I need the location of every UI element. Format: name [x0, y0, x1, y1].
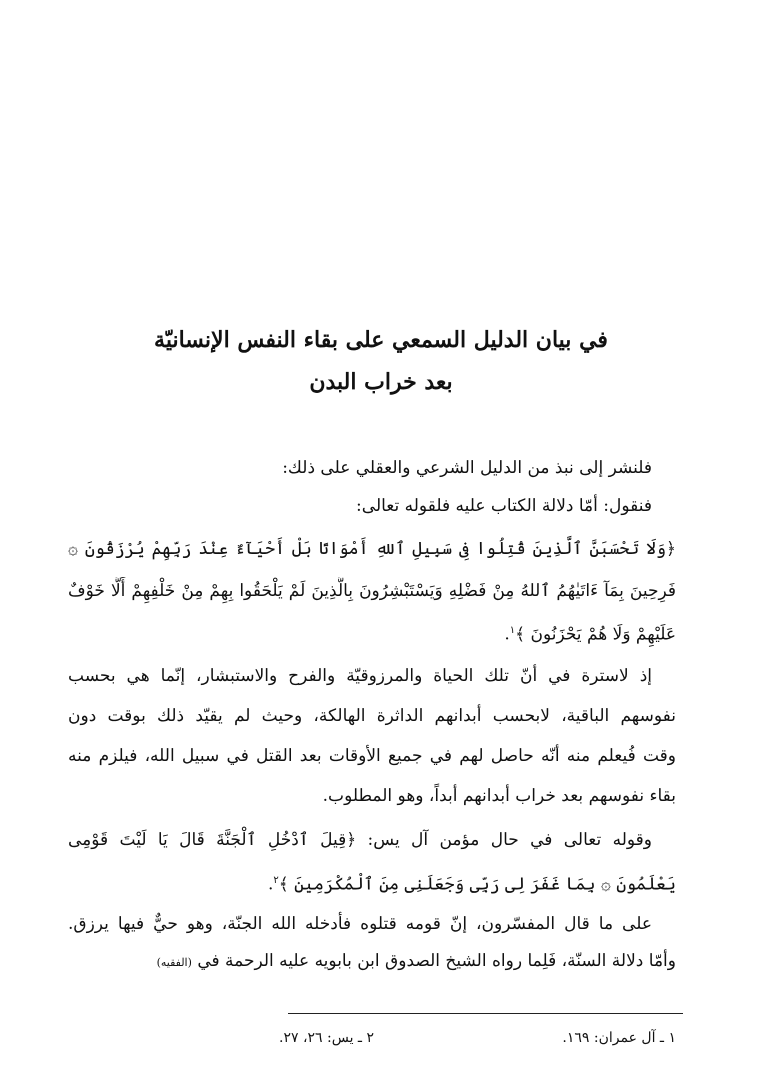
footnote-divider	[288, 1013, 683, 1014]
quran-verse-line: عَلَيْهِمْ وَلَا هُمْ يَحْزَنُونَ ﴾$^١$.	[504, 624, 676, 645]
paragraph-line: فلنشر إلى نبذ من الدليل الشرعي والعقلي على ذلك:	[282, 458, 652, 478]
quran-verse-line: فَرِحِينَ بِمَآ ءَاتَيٰهُمُ ٱللهُ مِنْ فَضْلِهِ وَيَسْتَبْشِرُونَ بِالَّذِينَ لَمْ يَلْحَقُوا بِهِمْ مِنْ خَلْفِهِمْ أَلَّا خَوْفٌ	[68, 581, 676, 601]
chapter-title-line-2: بعد خراب البدن	[309, 369, 453, 395]
paragraph-line	[68, 947, 676, 977]
quran-verse-line: يَعْلَمُونَ ۞ بِمَا غَفَرَ لِى رَبِّى وَجَعَلَنِى مِنَ ٱلْمُكْرَمِينَ ﴾$^٢$.	[267, 874, 676, 895]
footnote-ref-2: ٢	[273, 875, 279, 886]
paragraph-line: وقت فُيعلم منه أنّه حاصل لهم في جميع الأوقات بعد القتل في سبيل الله، فيلزم منه	[68, 746, 676, 766]
paragraph-line: إذ لاسترة في أنّ تلك الحياة والمرزوقيّة والفرح والاستبشار، إنّما هي بحسب	[68, 666, 652, 686]
quran-verse-text: يَعْلَمُونَ ۞ بِمَا غَفَرَ لِى رَبِّى وَجَعَلَنِى مِنَ ٱلْمُكْرَمِينَ ﴾	[278, 874, 676, 895]
paragraph-line: فنقول: أمّا دلالة الكتاب عليه فلقوله تعالى:	[356, 496, 652, 516]
quran-verse-line: ﴿وَلَا تَحْسَبَنَّ ٱلَّذِينَ قُتِلُوا فِى سَبِيلِ ٱللهِ أَمْوَاتًا بَلْ أَحْيَآءٌ عِنْدَ رَبِّهِمْ يُرْزَقُونَ ۞	[68, 539, 676, 559]
paragraph-line: على ما قال المفسّرون، إنّ قومه قتلوه فأدخله الله الجنّة، وهو حيٌّ فيها يرزق.	[68, 914, 652, 934]
footnote-ref-1: ١	[509, 625, 516, 636]
book-ref-faqih: (الفقيه)	[156, 956, 192, 969]
quran-verse-text: عَلَيْهِمْ وَلَا هُمْ يَحْزَنُونَ ﴾	[515, 624, 676, 645]
paragraph-line: وقوله تعالى في حال مؤمن آل يس: ﴿قِيلَ ٱدْخُلِ ٱلْجَنَّةَ قَالَ يَا لَيْتَ قَوْمِى	[68, 830, 652, 850]
chapter-title-line-1: في بيان الدليل السمعي على بقاء النفس الإنسانيّة	[154, 327, 608, 353]
footnote-1: ١ ـ آل عمران: ١٦٩.	[562, 1030, 676, 1046]
paragraph-line: بقاء نفوسهم بعد خراب أبدانهم أبداً، وهو المطلوب.	[322, 786, 676, 806]
paragraph-text: وأمّا دلالة السنّة، فَلِما رواه الشيخ الصدوق ابن بابويه عليه الرحمة في	[197, 951, 676, 971]
footnote-2: ٢ ـ يس: ٢٦، ٢٧.	[279, 1030, 374, 1046]
paragraph-line: نفوسهم الباقية، لابحسب أبدانهم الداثرة الهالكة، وحيث لم يقيّد ذلك بوقت دون	[68, 706, 676, 726]
